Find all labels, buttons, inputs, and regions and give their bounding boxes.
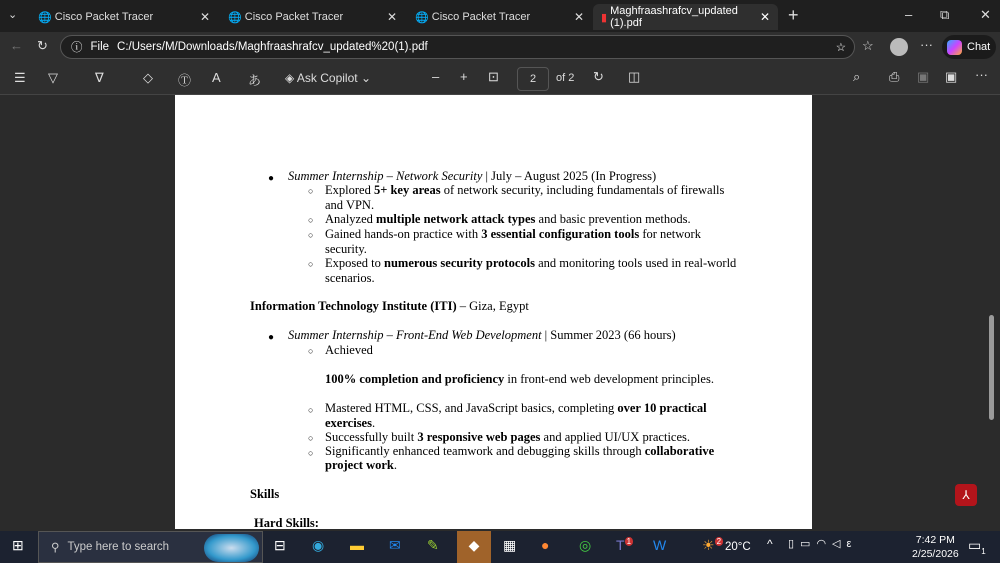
address-bar-row bbox=[0, 32, 1000, 62]
list-item: Mastered HTML, CSS, and JavaScript basics, completing over 10 practical bbox=[325, 401, 707, 415]
restore-icon[interactable]: ⧉ bbox=[940, 7, 950, 22]
tab[interactable] bbox=[407, 4, 592, 30]
weather-temp[interactable]: 20°C bbox=[725, 541, 751, 553]
translate-icon[interactable]: あ bbox=[248, 73, 262, 88]
list-item: Explored 5+ key areas of network security, including fundamentals of firewalls bbox=[325, 183, 725, 197]
taskbar bbox=[0, 531, 1000, 563]
save-as-icon[interactable]: ▣ bbox=[945, 69, 958, 84]
read-aloud-icon[interactable]: A bbox=[212, 70, 221, 85]
ask-copilot-label: Ask Copilot bbox=[296, 71, 358, 85]
rotate-icon[interactable]: ↻ bbox=[593, 69, 604, 84]
notification-icon[interactable]: $▭_1$ bbox=[968, 537, 986, 556]
firefox-icon[interactable]: ● bbox=[541, 537, 550, 553]
highlight-icon[interactable]: ▽ bbox=[48, 70, 58, 85]
acrobat-icon[interactable]: ⅄ bbox=[955, 484, 977, 506]
refresh-icon[interactable]: ↻ bbox=[37, 38, 48, 53]
bullet: ● bbox=[268, 173, 275, 184]
address-bar[interactable] bbox=[60, 35, 855, 59]
text-icon[interactable]: Ⓣ bbox=[178, 73, 192, 88]
favorites-icon[interactable]: ☆ bbox=[862, 38, 874, 53]
tab-label: Maghfraashrafcv_updated (1).pdf bbox=[610, 5, 738, 29]
tab[interactable] bbox=[30, 4, 218, 30]
edge-icon[interactable]: ◉ bbox=[312, 537, 325, 553]
date: 2/25/2026 bbox=[912, 548, 959, 560]
pdf-icon: ▮ bbox=[601, 11, 611, 24]
weather-icon: ☀ $^2$ bbox=[702, 537, 722, 553]
text-line: scenarios. bbox=[325, 271, 375, 285]
chevron-up-icon[interactable]: ^ bbox=[767, 537, 773, 551]
search-placeholder: Type here to search bbox=[67, 541, 170, 553]
url-text[interactable]: C:/Users/M/Downloads/Maghfraashrafcv_updated%20(1).pdf bbox=[117, 41, 428, 53]
word-icon[interactable]: W bbox=[653, 537, 667, 553]
page-count: of 2 bbox=[556, 72, 575, 84]
contents-icon[interactable]: ☰ bbox=[14, 70, 26, 85]
page-view-icon[interactable]: ◫ bbox=[628, 69, 641, 84]
tab[interactable] bbox=[220, 4, 405, 30]
minimize-icon[interactable]: – bbox=[905, 7, 913, 22]
globe-icon: 🌐 bbox=[415, 11, 432, 24]
save-icon[interactable]: ▣ bbox=[917, 69, 930, 84]
close-icon[interactable]: ✕ bbox=[386, 10, 397, 24]
text-line: project work. bbox=[325, 458, 397, 472]
start-icon[interactable]: ⊞ bbox=[12, 537, 24, 553]
copilot-icon: ◈ bbox=[285, 71, 297, 85]
pdf-toolbar bbox=[0, 62, 1000, 95]
time: 7:42 PM bbox=[915, 534, 955, 546]
pdf-page: ● Summer Internship – Network Security | July – August 2025 (In Progress) ○ Explored 5+ key areas of network security, including fundamentals of firewalls and VPN. ○ Analyzed multiple network attack types and basic prevention methods. ○ Gained hands-on practice with 3 essential configuration tools for network security. ○ Exposed to numerous security protocols and monitoring tools used in real-world scenarios. Information Technology Institute (ITI) – Giza, Egypt ● Summer Internship – Front-End Web Development | Summer 2023 (66 hours) ○ Achieved 100% completion and proficiency in front-end web development principles. ○ Mastered HTML, CSS, and JavaScript basics, completing over 10 practical exercises. ○ Successfully built 3 responsive web pages and applied UI/UX practices. ○ Significantly enhanced teamwork and debugging skills through collaborative project work. Skills Hard Skills: bbox=[175, 95, 812, 529]
outlook-icon[interactable]: ✉ bbox=[389, 537, 401, 553]
app-icon[interactable]: ✎ bbox=[427, 537, 439, 553]
close-icon[interactable]: ✕ bbox=[759, 10, 770, 24]
text-line: and VPN. bbox=[325, 198, 375, 212]
org-heading: Information Technology Institute (ITI) – Giza, Egypt bbox=[250, 299, 529, 313]
task-view-icon[interactable]: ⊟ bbox=[274, 537, 286, 553]
chat-label: Chat bbox=[967, 41, 991, 53]
text-line: exercises. bbox=[325, 416, 376, 430]
scrollbar-thumb[interactable] bbox=[989, 315, 994, 420]
eraser-icon[interactable]: ◇ bbox=[143, 70, 153, 85]
list-item: Summer Internship – Network Security | July – August 2025 (In Progress) bbox=[288, 169, 657, 183]
draw-icon[interactable]: ∇ bbox=[95, 70, 104, 85]
tab-label: Cisco Packet Tracer bbox=[54, 11, 154, 23]
file-explorer-icon[interactable]: ▬ bbox=[350, 537, 364, 553]
more-icon[interactable]: ··· bbox=[920, 37, 933, 52]
taskbar-search[interactable] bbox=[38, 531, 263, 563]
close-window-icon[interactable]: ✕ bbox=[980, 7, 991, 22]
back-icon[interactable]: ← bbox=[10, 38, 23, 53]
info-icon: ⓘ bbox=[71, 42, 83, 54]
list-item: Achieved bbox=[325, 343, 373, 357]
profile-avatar[interactable] bbox=[890, 38, 908, 56]
tab-actions-icon[interactable]: ⌄ bbox=[8, 9, 18, 21]
chrome-icon[interactable]: ◎ bbox=[579, 537, 592, 553]
zoom-out-icon[interactable]: – bbox=[432, 69, 440, 84]
subsection-heading: Hard Skills: bbox=[254, 516, 319, 529]
clock[interactable] bbox=[912, 533, 959, 561]
list-item: Significantly enhanced teamwork and debugging skills through collaborative bbox=[325, 444, 715, 458]
text-line: security. bbox=[325, 242, 367, 256]
copilot-icon bbox=[947, 40, 962, 55]
section-heading: Skills bbox=[250, 487, 280, 501]
list-item: Analyzed multiple network attack types and basic prevention methods. bbox=[325, 212, 691, 226]
print-icon[interactable]: ⎙ bbox=[889, 69, 900, 84]
fit-page-icon[interactable]: ⊡ bbox=[488, 69, 499, 84]
chat-button[interactable] bbox=[942, 35, 996, 59]
text-line: 100% completion and proficiency in front-end web development principles. bbox=[325, 372, 714, 386]
ask-copilot-button[interactable]: ◈ Ask Copilot ⌄ bbox=[285, 71, 371, 85]
list-item: Summer Internship – Front-End Web Development | Summer 2023 (66 hours) bbox=[288, 328, 676, 342]
favorite-icon[interactable]: ☆ bbox=[835, 42, 846, 54]
globe-icon: 🌐 bbox=[38, 11, 55, 24]
new-tab-icon[interactable]: + bbox=[788, 5, 799, 25]
globe-icon: 🌐 bbox=[228, 11, 245, 24]
search-icon: ⚲ bbox=[51, 542, 60, 554]
close-icon[interactable]: ✕ bbox=[199, 10, 210, 24]
search-icon[interactable]: ⌕ bbox=[853, 69, 861, 84]
list-item: Gained hands-on practice with 3 essential configuration tools for network bbox=[325, 227, 701, 241]
zoom-in-icon[interactable]: + bbox=[460, 69, 468, 84]
tray-icons[interactable]: ▯▭◠◁ε bbox=[788, 538, 858, 550]
scheme-label: File bbox=[90, 41, 110, 53]
more-icon[interactable]: ··· bbox=[975, 67, 988, 82]
close-icon[interactable]: ✕ bbox=[573, 10, 584, 24]
page-number-input[interactable]: 2 bbox=[517, 67, 549, 91]
search-highlight-image bbox=[204, 534, 259, 562]
packet-tracer-icon[interactable]: ◆ bbox=[457, 531, 491, 563]
list-item: Exposed to numerous security protocols and monitoring tools used in real-world bbox=[325, 256, 737, 270]
tab-active[interactable] bbox=[593, 4, 778, 30]
tab-label: Cisco Packet Tracer bbox=[431, 11, 531, 23]
tab-bar bbox=[0, 0, 1000, 32]
list-item: Successfully built 3 responsive web pages and applied UI/UX practices. bbox=[325, 430, 691, 444]
tab-label: Cisco Packet Tracer bbox=[244, 11, 344, 23]
teams-icon[interactable]: T $^1$ bbox=[616, 537, 632, 553]
store-icon[interactable]: ▦ bbox=[503, 537, 517, 553]
